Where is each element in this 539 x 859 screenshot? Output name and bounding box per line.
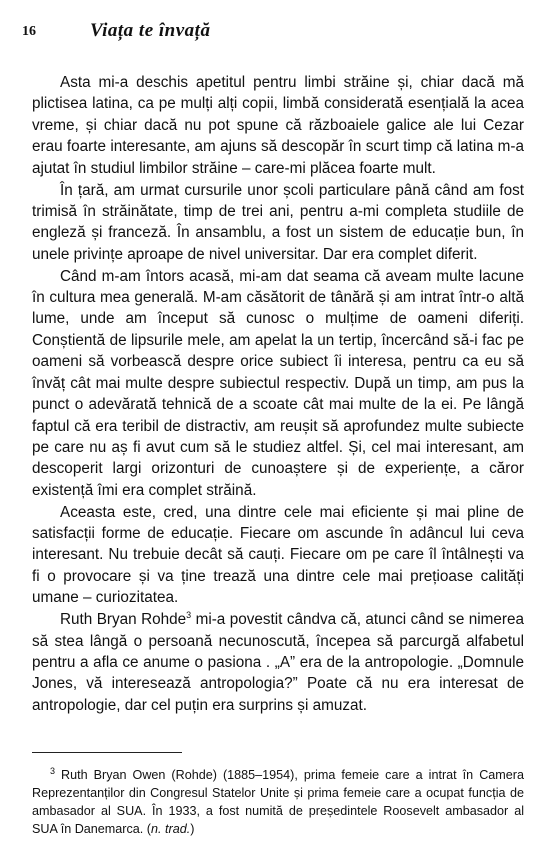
paragraph-text: Ruth Bryan Rohde [60, 611, 187, 629]
footnote-number: 3 [50, 765, 56, 776]
paragraph: În țară, am urmat cursurile unor școli particulare până când am fost trimisă în străinătate, timp de trei ani, pentru a-mi completa studiile de engleză și franceză. În ansamblu, a fost un sistem de educație bun, în unele privințe aproape de nivel universitar. Dar era complet diferit. [32, 181, 524, 263]
paragraph: Când m-am întors acasă, mi-am dat seama că aveam multe lacune în cultura mea generală. M-am căsătorit de tânără și am intrat într-o altă lume, unde am început să cunosc o mulțime de oameni diferiți. Conștientă de lipsurile mele, am apelat la un tertip, încercând să-i fac pe oameni să vorbească despre orice subiect îi interesa, pentru ca eu să învăț cât mai multe despre subiectul respectiv. După un timp, am pus la punct o adevărată tehnică de a scoate cât mai multe de la ei. Pe lângă faptul că era teribil de distractiv, am reușit să aprofundez multe subiecte pe care nu aș fi avut cum să le studiez altfel. Și, cel mai interesant, am descoperit largi orizonturi de cunoaștere și de experiențe, a căror existență îmi era complet străină. [32, 267, 524, 499]
running-title: Viața te învață [90, 20, 211, 41]
translator-note: n. trad. [151, 822, 191, 836]
page-number: 16 [22, 24, 36, 39]
footnote-text: Ruth Bryan Owen (Rohde) (1885–1954), prima femeie care a intrat în Camera Reprezentanților din Congresul Statelor Unite și prima femeie care a ocupat funcția de ambasador al SUA. În 1933, a fost numită de președintele Roosevelt ambasador al SUA în Danemarca. ( [32, 768, 524, 836]
footnote-divider [32, 752, 182, 753]
paragraph-with-footnote-ref [32, 609, 524, 716]
paragraph: Aceasta este, cred, una dintre cele mai eficiente și mai pline de satisfacții forme de educație. Fiecare om ascunde în adâncul lui ceva interesant. Nu trebuie decât să cauți. Fiecare om pe care îl întâlnești va fi o provocare și va ține trează una dintre cele mai prețioase calități umane – curiozitatea. [32, 503, 524, 607]
paragraph: Asta mi-a deschis apetitul pentru limbi străine și, chiar dacă mă plictisea latina, ca pe mulți alți copii, limbă considerată esențială la acea vreme, și chiar dacă nu pot spune că războaiele galice ale lui Cezar erau foarte interesante, am ajuns să descopăr în scurt timp că latina m-a ajutat în studiul limbilor străine – care-mi plăcea foarte mult. [32, 74, 524, 177]
page-header [20, 22, 519, 46]
paragraph-text: mi-a povestit cândva că, atunci când se nimerea să stea lângă o persoană necunoscută, începea să parcurgă alfabetul pentru a afla ce anume o pasiona . „A” era de la antropologie. „Domnule Jones, vă interesează antropologia?” Poate că nu era interesat de antropologie, dar cel puțin era surprins și amuzat. [32, 611, 524, 714]
footnote-reference: 3 [186, 610, 192, 621]
footnote [32, 766, 524, 838]
footnote-close: ) [190, 822, 195, 836]
body-text [32, 72, 524, 717]
